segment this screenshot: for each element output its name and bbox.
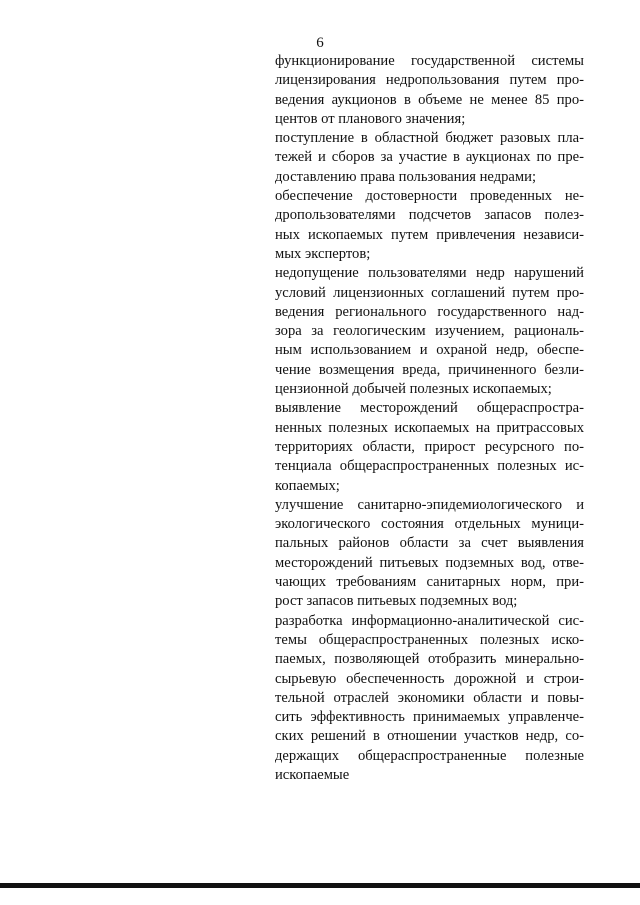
text-line: поступление в областной бюджет разовых пла- — [275, 130, 584, 147]
paragraph-reserve-reliability — [275, 187, 584, 264]
text-line: сить эффективность принимаемых управленче- — [275, 709, 584, 726]
text-line: тежей и сборов за участие в аукционах по пре- — [275, 149, 584, 166]
text-line: паемых, позволяющей отобразить минерально- — [275, 651, 584, 668]
text-line: доставлению права пользования недрами; — [275, 168, 537, 185]
text-line: тенциала общераспространенных полезных ис- — [275, 458, 584, 475]
text-line: недопущение пользователями недр нарушений — [275, 265, 584, 282]
text-line: ведения регионального государственного над- — [275, 303, 584, 320]
text-line: чение возмещения вреда, причиненного безли- — [275, 361, 584, 378]
paragraph-budget-payments — [275, 129, 584, 187]
text-line: территориях области, прирост ресурсного по- — [275, 438, 584, 455]
text-line: разработка информационно-аналитической сис- — [275, 612, 584, 629]
text-line: обеспечение достоверности проведенных не- — [275, 188, 584, 205]
text-line: рост запасов питьевых подземных вод; — [275, 593, 518, 610]
text-line: дропользователями подсчетов запасов полез- — [275, 207, 584, 224]
text-line: темы общераспространенных полезных иско- — [275, 631, 584, 648]
paragraph-auctions — [275, 52, 584, 129]
text-line: сырьевую обеспеченность дорожной и строи- — [275, 670, 584, 687]
text-line: условий лицензионных соглашений путем про- — [275, 284, 584, 301]
text-line: улучшение санитарно-эпидемиологического и — [275, 496, 584, 513]
text-line: ных ископаемых путем привлечения независи- — [275, 226, 584, 243]
paragraph-information-system — [275, 612, 584, 786]
text-line: пальных районов области за счет выявления — [275, 535, 584, 552]
text-line: функционирование государственной системы — [275, 53, 584, 69]
page-number: 6 — [316, 35, 324, 51]
text-line: мых экспертов; — [275, 245, 371, 262]
text-line: экологического состояния отдельных муници- — [275, 516, 584, 533]
text-line: цензионной добычей полезных ископаемых; — [275, 381, 552, 398]
text-line: держащих общераспространенные полезные — [275, 747, 584, 764]
text-line: ископаемые — [275, 766, 350, 783]
text-line: ным использованием и охраной недр, обеспе- — [275, 342, 584, 359]
paragraph-sanitary-improvement — [275, 496, 584, 612]
text-line: лицензирования недропользования путем про- — [275, 72, 584, 89]
paragraph-deposit-discovery — [275, 399, 584, 495]
paragraph-license-violations — [275, 264, 584, 399]
text-line: чающих требованиям санитарных норм, при- — [275, 574, 584, 591]
bottom-border-rule — [0, 883, 640, 888]
text-line: зора за геологическим изучением, рациональ- — [275, 323, 584, 340]
text-line: ских решений в отношении участков недр, со- — [275, 728, 584, 745]
text-line: центов от планового значения; — [275, 110, 466, 127]
text-line: месторождений питьевых подземных вод, отве- — [275, 554, 584, 571]
text-line: тельной отраслей экономики области и повы- — [275, 689, 584, 706]
text-line: ведения аукционов в объеме не менее 85 про- — [275, 91, 584, 108]
text-line: копаемых; — [275, 477, 340, 494]
text-line: ненных полезных ископаемых на притрассовых — [275, 419, 584, 436]
text-line: выявление месторождений общераспростра- — [275, 400, 584, 417]
text-column — [275, 52, 584, 785]
